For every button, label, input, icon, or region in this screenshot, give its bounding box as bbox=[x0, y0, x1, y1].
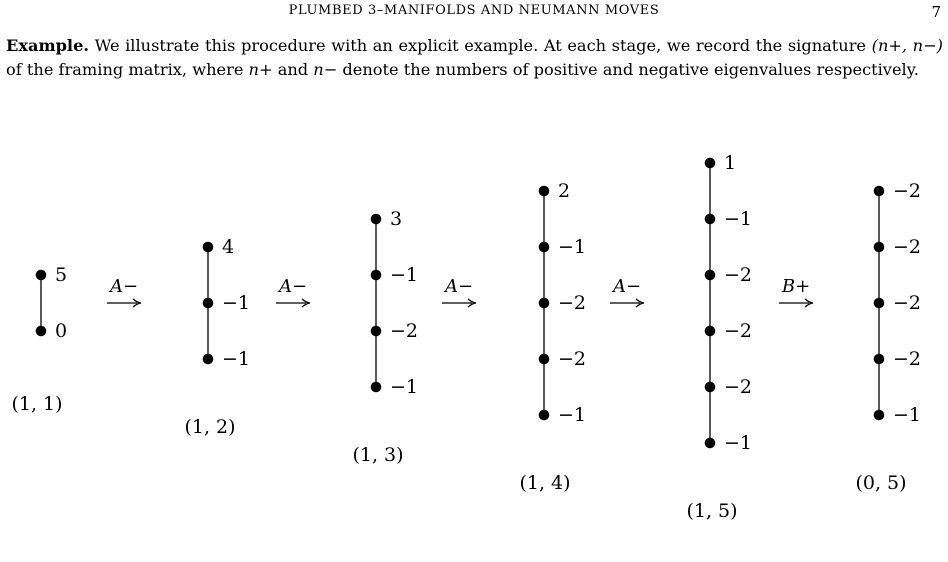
sentence-2: of the framing matrix, where bbox=[6, 60, 249, 79]
vertex-dot bbox=[36, 270, 47, 281]
vertex-weight: 2 bbox=[558, 180, 571, 202]
move-label: A− bbox=[444, 276, 474, 297]
vertex-weight: −1 bbox=[390, 376, 419, 398]
cutoff-next-line bbox=[0, 544, 948, 562]
vertex-dot bbox=[705, 214, 716, 225]
vertex-weight: −1 bbox=[390, 264, 419, 286]
vertex-dot bbox=[874, 242, 885, 253]
vertex-dot bbox=[203, 242, 214, 253]
vertex-dot bbox=[539, 242, 550, 253]
vertex-dot bbox=[371, 326, 382, 337]
vertex-weight: −2 bbox=[893, 180, 922, 202]
vertex-weight: 5 bbox=[55, 264, 68, 286]
move-label: B+ bbox=[781, 276, 811, 297]
signature-label: (1, 4) bbox=[519, 472, 571, 494]
vertex-dot bbox=[705, 326, 716, 337]
vertex-dot bbox=[539, 298, 550, 309]
vertex-weight: −2 bbox=[893, 292, 922, 314]
vertex-weight: −2 bbox=[558, 292, 587, 314]
vertex-weight: −1 bbox=[558, 236, 587, 258]
signature-label: (0, 5) bbox=[855, 472, 907, 494]
vertex-weight: −1 bbox=[222, 348, 251, 370]
vertex-dot bbox=[705, 270, 716, 281]
vertex-weight: −1 bbox=[558, 404, 587, 426]
vertex-dot bbox=[539, 186, 550, 197]
vertex-weight: −2 bbox=[724, 264, 753, 286]
n-plus-symbol: n+ bbox=[248, 60, 273, 79]
sentence-4: denote the numbers of positive and negative eigenvalues respectively. bbox=[337, 60, 919, 79]
signature-label: (1, 5) bbox=[686, 500, 738, 522]
signature-label: (1, 2) bbox=[184, 416, 236, 438]
vertex-weight: −2 bbox=[724, 376, 753, 398]
vertex-dot bbox=[705, 382, 716, 393]
signature-symbol: (n+, n−) bbox=[871, 36, 943, 55]
vertex-weight: 0 bbox=[55, 320, 68, 342]
vertex-dot bbox=[539, 354, 550, 365]
vertex-weight: −2 bbox=[558, 348, 587, 370]
running-header: PLUMBED 3–MANIFOLDS AND NEUMANN MOVES bbox=[288, 3, 660, 18]
vertex-dot bbox=[371, 270, 382, 281]
vertex-weight: 3 bbox=[390, 208, 403, 230]
vertex-dot bbox=[203, 298, 214, 309]
vertex-weight: −2 bbox=[390, 320, 419, 342]
example-heading: Example. bbox=[6, 36, 90, 55]
move-label: A− bbox=[612, 276, 642, 297]
vertex-dot bbox=[874, 354, 885, 365]
signature-label: (1, 1) bbox=[11, 393, 63, 415]
vertex-weight: −1 bbox=[222, 292, 251, 314]
vertex-dot bbox=[874, 410, 885, 421]
vertex-dot bbox=[874, 298, 885, 309]
vertex-dot bbox=[705, 438, 716, 449]
vertex-weight: −2 bbox=[724, 320, 753, 342]
move-label: A− bbox=[109, 276, 139, 297]
vertex-weight: −2 bbox=[893, 236, 922, 258]
signature-label: (1, 3) bbox=[352, 444, 404, 466]
vertex-weight: −1 bbox=[724, 432, 753, 454]
sentence-3: and bbox=[272, 60, 314, 79]
vertex-dot bbox=[371, 214, 382, 225]
vertex-dot bbox=[371, 382, 382, 393]
vertex-weight: 4 bbox=[222, 236, 235, 258]
vertex-weight: 1 bbox=[724, 152, 737, 174]
vertex-dot bbox=[705, 158, 716, 169]
vertex-dot bbox=[874, 186, 885, 197]
page-number: 7 bbox=[931, 3, 941, 21]
vertex-weight: −2 bbox=[893, 348, 922, 370]
move-label: A− bbox=[278, 276, 308, 297]
vertex-weight: −1 bbox=[893, 404, 922, 426]
sentence-1: We illustrate this procedure with an explicit example. At each stage, we record the signature bbox=[89, 36, 872, 55]
vertex-dot bbox=[203, 354, 214, 365]
vertex-weight: −1 bbox=[724, 208, 753, 230]
vertex-dot bbox=[36, 326, 47, 337]
n-minus-symbol: n− bbox=[313, 60, 338, 79]
vertex-dot bbox=[539, 410, 550, 421]
